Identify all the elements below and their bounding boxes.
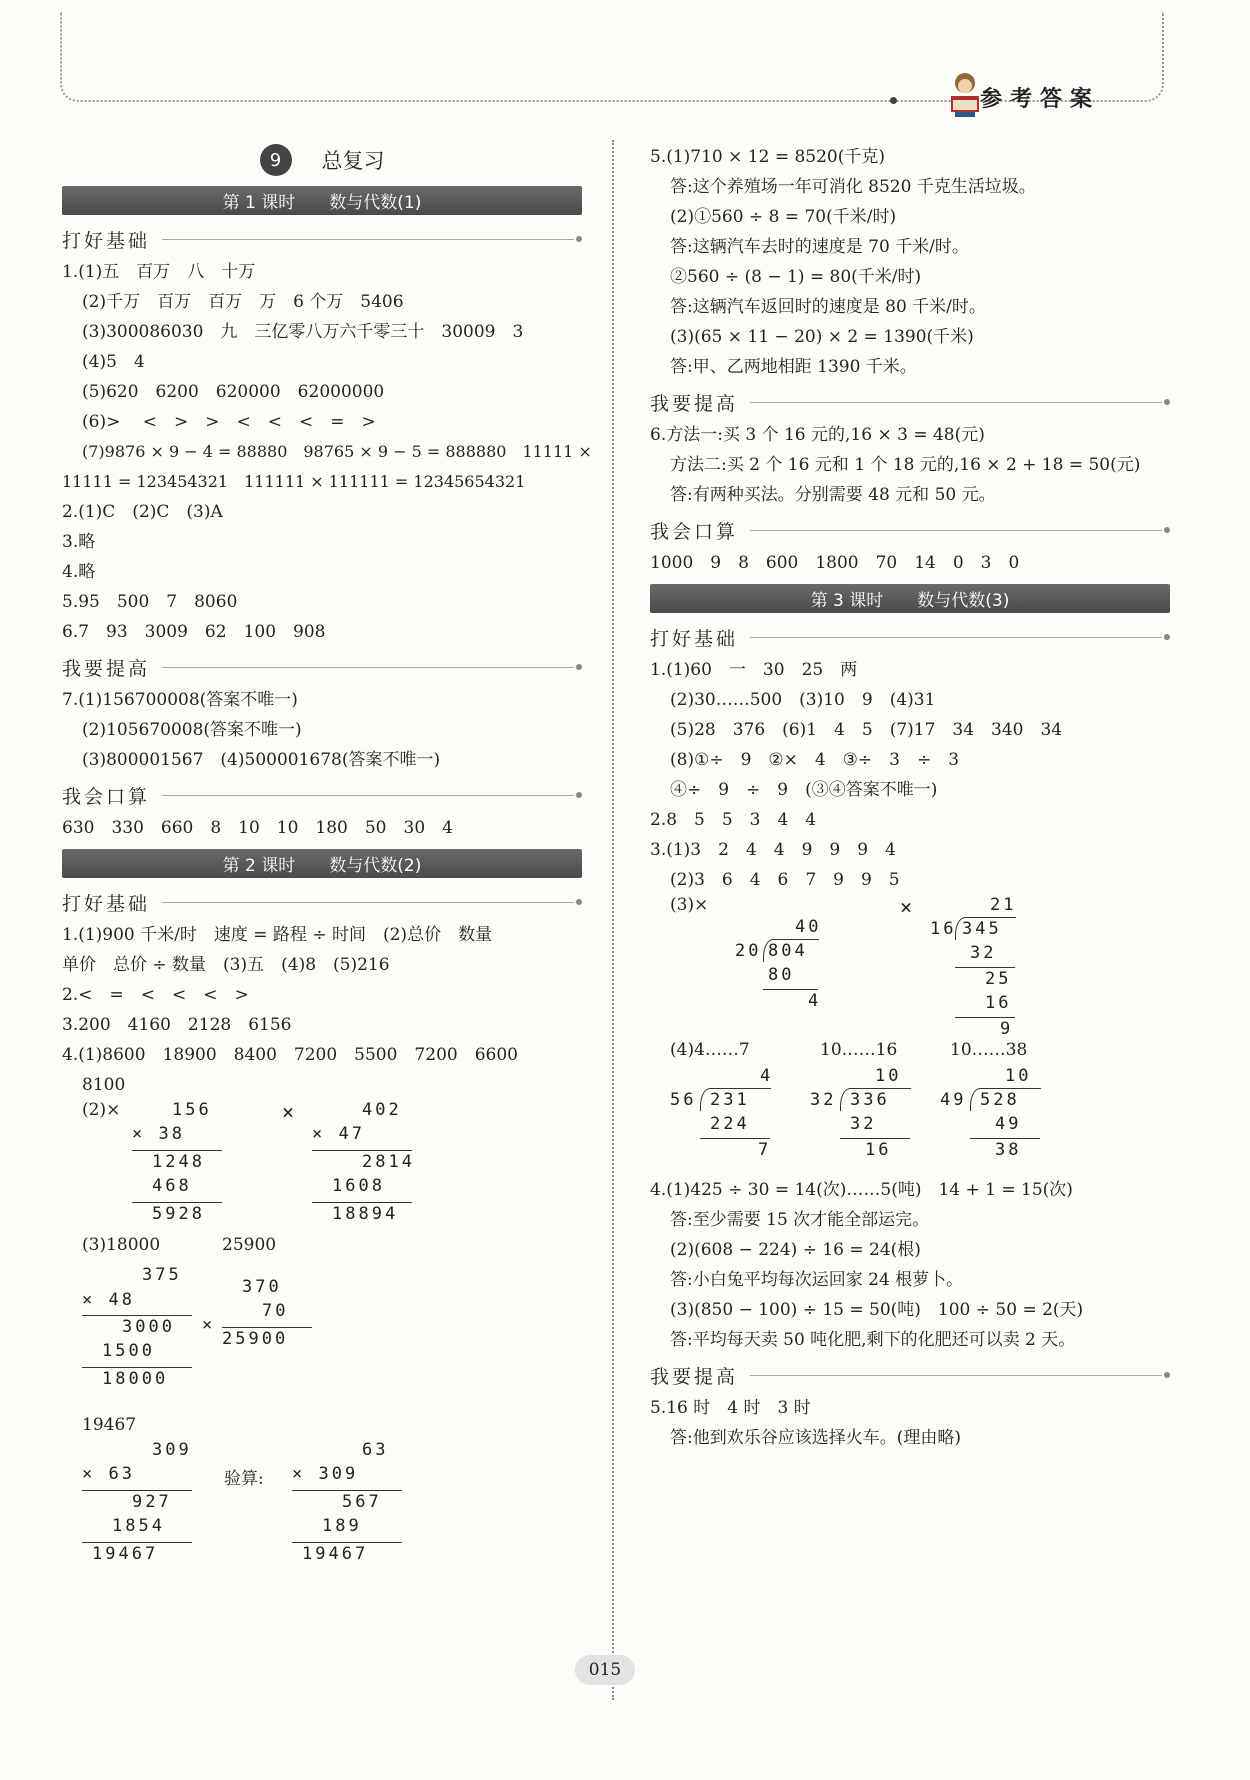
calc-line: [222, 1327, 312, 1328]
calc-digits: × 47: [312, 1124, 365, 1144]
answer-line: (6)> < > > < < < = >: [82, 412, 376, 432]
section-heading: 我要提高: [650, 1359, 1170, 1391]
calc-digits: 21: [990, 895, 1017, 915]
answer-line: 答:这辆汽车去时的速度是 70 千米/时。: [670, 237, 969, 257]
section-heading: 我会口算: [650, 514, 1170, 546]
calc-line: [840, 1138, 910, 1139]
answer-line: (3)(65 × 11 − 20) × 2 = 1390(千米): [670, 327, 974, 347]
answer-line: 4.略: [62, 562, 96, 582]
calc-digits: × 63: [82, 1464, 135, 1484]
calc-block-3: [62, 1235, 582, 1410]
section-heading: 我要提高: [62, 651, 582, 683]
right-column: [650, 142, 1170, 1453]
column-divider: [612, 140, 614, 1700]
answer-line: ②560 ÷ (8 − 1) = 80(千米/时): [670, 267, 922, 287]
answer-line: 答:这个养殖场一年可消化 8520 千克生活垃圾。: [670, 177, 1036, 197]
lesson-bar: 第 3 课时 数与代数(3): [650, 584, 1170, 613]
answer-line: (7)9876 × 9 − 4 = 88880 98765 × 9 − 5 = 888880 11111 ×: [82, 442, 592, 461]
answer-line: 方法二:买 2 个 16 元和 1 个 18 元的,16 × 2 + 18 = 50(元): [670, 455, 1141, 475]
division-block-4: [650, 1040, 1170, 1175]
answer-line: (3)300086030 九 三亿零八万六千零三十 30009 3: [82, 322, 524, 342]
calc-digits: 49: [995, 1114, 1022, 1134]
oral-answers: 1000 9 8 600 1800 70 14 0 3 0: [650, 553, 1020, 573]
header-dot: [890, 97, 897, 104]
answer-line: 1.(1)900 千米/时 速度 = 路程 ÷ 时间 (2)总价 数量: [62, 925, 493, 945]
answer-line: 2.8 5 5 3 4 4: [650, 810, 817, 830]
verify-label: 验算:: [224, 1469, 264, 1489]
calc-block-2: [62, 1100, 582, 1235]
section-heading: 我要提高: [650, 386, 1170, 418]
calc-digits: 336: [850, 1090, 890, 1110]
wrong-mark: ×: [282, 1100, 295, 1124]
answer-line: 5.(1)710 × 12 = 8520(千克): [650, 147, 886, 167]
calc-line: [82, 1490, 192, 1491]
section-heading: 打好基础: [62, 223, 582, 255]
calc-digits: 309: [152, 1440, 192, 1460]
answer-line: 5.95 500 7 8060: [62, 592, 238, 612]
lesson-bar: 第 2 课时 数与代数(2): [62, 849, 582, 878]
answer-line: 答:有两种买法。分别需要 48 元和 50 元。: [670, 485, 996, 505]
answer-line: (2)3 6 4 6 7 9 9 5: [670, 870, 900, 890]
answer-line: 19467: [82, 1415, 137, 1435]
calc-line: [955, 1017, 1015, 1018]
section-heading: 我会口算: [62, 779, 582, 811]
calc-digits: 1608: [332, 1176, 385, 1196]
calc-line: [82, 1542, 192, 1543]
calc-digits: 32: [970, 943, 997, 963]
calc-digits: 927: [132, 1492, 172, 1512]
chapter-number: 9: [260, 144, 292, 176]
answer-line: 3.略: [62, 532, 96, 552]
calc-digits: 5928: [152, 1204, 205, 1224]
answer-line: 6.方法一:买 3 个 16 元的,16 × 3 = 48(元): [650, 425, 985, 445]
calc-digits: 16: [985, 993, 1012, 1013]
calc-digits: 4: [760, 1066, 774, 1086]
answer-line: 3.(1)3 2 4 4 9 9 9 4: [650, 840, 896, 860]
calc-digits: 4: [808, 991, 822, 1011]
calc-digits: 1500: [102, 1341, 155, 1361]
answer-line: ④÷ 9 ÷ 9 (③④答案不唯一): [670, 780, 938, 800]
multiply-sign: ×: [202, 1315, 213, 1335]
answer-line: 4.(1)425 ÷ 30 = 14(次)……5(吨) 14 + 1 = 15(次): [650, 1180, 1073, 1200]
answer-line: (3)(850 − 100) ÷ 15 = 50(吨) 100 ÷ 50 = 2(天): [670, 1300, 1084, 1320]
calc-digits: 25: [985, 969, 1012, 989]
calc-digits: 231: [710, 1090, 750, 1110]
answer-line: 2.(1)C (2)C (3)A: [62, 502, 223, 522]
calc-digits: 49: [940, 1090, 967, 1110]
calc-digits: 10: [1005, 1066, 1032, 1086]
calc-digits: 189: [322, 1516, 362, 1536]
calc-digits: 345: [962, 919, 1002, 939]
calc-line: [955, 967, 1015, 968]
calc-digits: 38: [995, 1140, 1022, 1160]
calc-digits: 18894: [332, 1204, 399, 1224]
division-block-3: [650, 895, 1170, 1040]
answer-line: 8100: [82, 1075, 126, 1095]
oral-answers: 630 330 660 8 10 10 180 50 30 4: [62, 818, 453, 838]
answer-line: 答:小白兔平均每次运回家 24 根萝卜。: [670, 1270, 964, 1290]
answer-line: 6.7 93 3009 62 100 908: [62, 622, 326, 642]
answer-line: 7.(1)156700008(答案不唯一): [62, 690, 298, 710]
calc-line: [970, 1138, 1040, 1139]
answer-line: 1.(1)60 一 30 25 两: [650, 660, 858, 680]
calc-digits: 1854: [112, 1516, 165, 1536]
calc-digits: 20: [735, 941, 762, 961]
calc-digits: 3000: [122, 1317, 175, 1337]
answer-line: 答:他到欢乐谷应该选择火车。(理由略): [670, 1428, 961, 1448]
calc-digits: 70: [262, 1301, 289, 1321]
calc-digits: 16: [865, 1140, 892, 1160]
answer-line: (8)①÷ 9 ②× 4 ③÷ 3 ÷ 3: [670, 750, 960, 770]
calc-digits: 804: [768, 941, 808, 961]
answer-line: (2)30……500 (3)10 9 (4)31: [670, 690, 936, 710]
calc-digits: 19467: [302, 1544, 369, 1564]
calc-digits: 32: [850, 1114, 877, 1134]
section-heading: 打好基础: [62, 886, 582, 918]
answer-line: 答:甲、乙两地相距 1390 千米。: [670, 357, 917, 377]
calc-digits: 2814: [362, 1152, 415, 1172]
section-heading: 打好基础: [650, 621, 1170, 653]
calc-digits: 370: [242, 1277, 282, 1297]
chapter-heading: [62, 140, 582, 180]
calc-digits: 567: [342, 1492, 382, 1512]
calc-line: [82, 1367, 192, 1368]
answer-line: 11111 = 123454321 111111 × 111111 = 12345654321: [62, 472, 526, 491]
answer-line: 4.(1)8600 18900 8400 7200 5500 7200 6600: [62, 1045, 518, 1065]
item-label: (3)18000: [82, 1235, 161, 1255]
chapter-title: 总复习: [321, 149, 385, 173]
answer-line: 5.16 时 4 时 3 时: [650, 1398, 811, 1418]
answer-line: (2)(608 − 224) ÷ 16 = 24(根): [670, 1240, 921, 1260]
item-label: (4)4……7: [670, 1040, 750, 1060]
answer-line: 2.< = < < < >: [62, 985, 249, 1005]
calc-digits: 7: [758, 1140, 772, 1160]
calc-line: [763, 989, 818, 990]
wrong-mark: ×: [900, 895, 913, 919]
answer-line: (4)5 4: [82, 352, 145, 372]
calc-digits: 32: [810, 1090, 837, 1110]
calc-digits: 18000: [102, 1369, 169, 1389]
calc-digits: 9: [1000, 1019, 1014, 1039]
calc-line: [82, 1315, 192, 1316]
calc-line: [132, 1202, 222, 1203]
calc-digits: 56: [670, 1090, 697, 1110]
calc-digits: 63: [362, 1440, 389, 1460]
page-number: 015: [575, 1655, 635, 1685]
item-label: 10……38: [950, 1040, 1028, 1060]
lesson-bar: 第 1 课时 数与代数(1): [62, 186, 582, 215]
item-label: 25900: [222, 1235, 277, 1255]
calc-line: [132, 1150, 222, 1151]
header-title: 参考答案: [979, 87, 1100, 112]
answer-line: 单价 总价 ÷ 数量 (3)五 (4)8 (5)216: [62, 955, 390, 975]
answer-line: (5)28 376 (6)1 4 5 (7)17 34 340 34: [670, 720, 1063, 740]
answer-line: 答:这辆汽车返回时的速度是 80 千米/时。: [670, 297, 986, 317]
calc-digits: 402: [362, 1100, 402, 1120]
left-column: [62, 140, 592, 1580]
item-label: (2)×: [82, 1100, 121, 1120]
calc-block-4: [62, 1440, 582, 1580]
calc-digits: 1248: [152, 1152, 205, 1172]
calc-line: [312, 1150, 412, 1151]
answer-line: (2)105670008(答案不唯一): [82, 720, 302, 740]
calc-digits: 16: [930, 919, 957, 939]
calc-digits: 10: [875, 1066, 902, 1086]
answer-line: 3.200 4160 2128 6156: [62, 1015, 292, 1035]
calc-line: [292, 1490, 402, 1491]
calc-digits: × 38: [132, 1124, 185, 1144]
calc-digits: 528: [980, 1090, 1020, 1110]
item-label: 10……16: [820, 1040, 898, 1060]
answer-line: 1.(1)五 百万 八 十万: [62, 262, 256, 282]
calc-digits: 224: [710, 1114, 750, 1134]
calc-line: [312, 1202, 412, 1203]
answer-line: (3)800001567 (4)500001678(答案不唯一): [82, 750, 441, 770]
calc-line: [700, 1138, 770, 1139]
calc-digits: × 309: [292, 1464, 359, 1484]
calc-digits: 156: [172, 1100, 212, 1120]
answer-line: (2)千万 百万 百万 万 6 个万 5406: [82, 292, 404, 312]
calc-digits: 40: [795, 917, 822, 937]
calc-digits: 375: [142, 1265, 182, 1285]
answer-line: 答:平均每天卖 50 吨化肥,剩下的化肥还可以卖 2 天。: [670, 1330, 1076, 1350]
calc-digits: 25900: [222, 1329, 289, 1349]
calc-digits: × 48: [82, 1290, 135, 1310]
item-label: (3)×: [670, 895, 709, 915]
answer-line: (2)①560 ÷ 8 = 70(千米/时): [670, 207, 897, 227]
answer-line: (5)620 6200 620000 62000000: [82, 382, 385, 402]
calc-line: [292, 1542, 402, 1543]
calc-digits: 80: [768, 965, 795, 985]
calc-digits: 468: [152, 1176, 192, 1196]
answer-line: 答:至少需要 15 次才能全部运完。: [670, 1210, 930, 1230]
calc-digits: 19467: [92, 1544, 159, 1564]
